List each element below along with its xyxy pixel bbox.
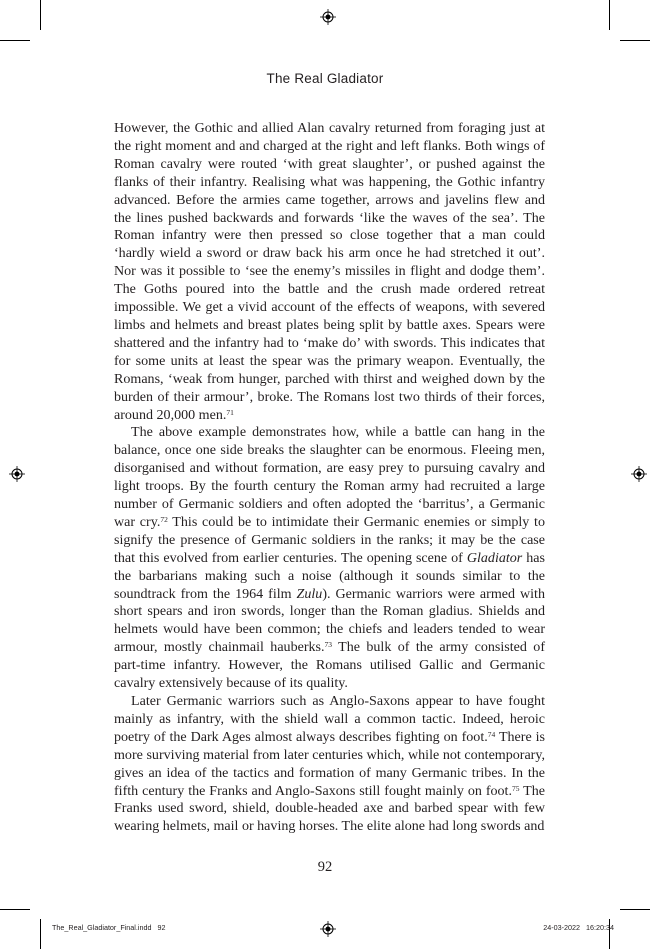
slug-file-info: The_Real_Gladiator_Final.indd 92 — [52, 923, 166, 932]
body-text — [114, 120, 545, 836]
text-run: The bulk of the army consisted of part-time infantry. However, the Romans utilised Gallic and Germanic cavalry extensively because of its quality. — [114, 639, 545, 692]
text-run: However, the Gothic and allied Alan cavalry returned from foraging just at the right moment and and charged at the right and left flanks. Both wings of Roman cavalry were routed ‘with great slaughter’, or pushed against the flanks of their infantry. Realising what was happening, the Gothic infantry advanced. Before the armies came together, arrows and javelins flew and the lines pushed backwards and forwards ‘like the waves of the sea’. The Roman infantry were then pressed so close together that a man could ‘hardly wield a sword or draw back his arm once he had stretched it out’. Nor was it possible to ‘see the enemy’s missiles in flight and dodge them’. The Goths poured into the battle and the crush made ordered retreat impossible. We get a vivid account of the effects of weapons, with severed limbs and helmets and breast plates being split by battle axes. Spears were shattered and the infantry had to ‘make do’ with swords. This indicates that for some units at least the spear was the primary weapon. Eventually, the Romans, ‘weak from hunger, parched with thirst and weighed down by the burden of their armour’, broke. The Romans lost two thirds of their forces, around 20,000 men. — [114, 120, 545, 423]
crop-mark — [620, 40, 650, 41]
page-number: 92 — [317, 859, 333, 875]
text-run: There is more surviving material from later centuries which, while not contemporary, gives an idea of the tactics and formation of many Germanic tribes. In the fifth century the Franks and Anglo-Saxons still fought mainly on foot. — [114, 728, 546, 799]
text-run: This could be to intimidate their Germanic enemies or simply to signify the presence of Germanic soldiers in the ranks; it may be the case that this evolved from earlier centuries. The opening scene of — [114, 513, 545, 566]
text-run: ). Germanic warriors were armed with short spears and iron swords, longer than the Roman gladius. Shields and helmets would have been common; the chiefs and leaders tended to wear armour, mostly chainmail hauberks. — [114, 585, 545, 656]
footnote-ref: 73 — [324, 640, 333, 650]
registration-mark-icon — [9, 466, 25, 482]
crop-mark — [620, 909, 650, 910]
italic-title: Zulu — [296, 585, 323, 602]
paragraph — [114, 693, 545, 836]
paragraph — [114, 424, 545, 693]
text-run: Later Germanic warriors such as Anglo-Saxons appear to have fought mainly as infantry, with the shield wall a common tactic. Indeed, heroic poetry of the Dark Ages almost always describes fighting on foot. — [114, 693, 545, 745]
footnote-ref: 72 — [160, 514, 168, 524]
slug-timestamp: 24-03-2022 16:20:34 — [543, 923, 614, 932]
crop-mark — [0, 40, 30, 41]
running-head: The Real Gladiator — [266, 71, 384, 86]
italic-title: Gladiator — [466, 549, 523, 566]
footnote-ref: 75 — [511, 783, 520, 793]
crop-mark — [40, 919, 41, 949]
text-run: The Franks used sword, shield, double-headed axe and barbed spear with few wearing helmets, mail or having horses. The elite alone had long swords and — [114, 782, 545, 835]
paragraph — [114, 120, 545, 424]
crop-mark — [40, 0, 41, 30]
crop-mark — [609, 0, 610, 30]
text-run: has the barbarians making such a noise (although it sounds similar to the soundtrack from the 1964 film — [114, 549, 545, 602]
registration-mark-icon — [320, 9, 336, 25]
crop-mark — [0, 909, 30, 910]
footnote-ref: 74 — [487, 729, 496, 739]
text-run: The above example demonstrates how, while a battle can hang in the balance, once one side breaks the slaughter can be enormous. Fleeing men, disorganised and without formation, are easy prey to pursuing cavalry and light troops. By the fourth century the Roman army had recruited a large number of Germanic soldiers and often adopted the ‘barritus’, a Germanic war cry. — [114, 424, 545, 530]
registration-mark-icon — [631, 466, 647, 482]
registration-mark-icon — [320, 921, 336, 937]
footnote-ref: 71 — [226, 407, 234, 417]
